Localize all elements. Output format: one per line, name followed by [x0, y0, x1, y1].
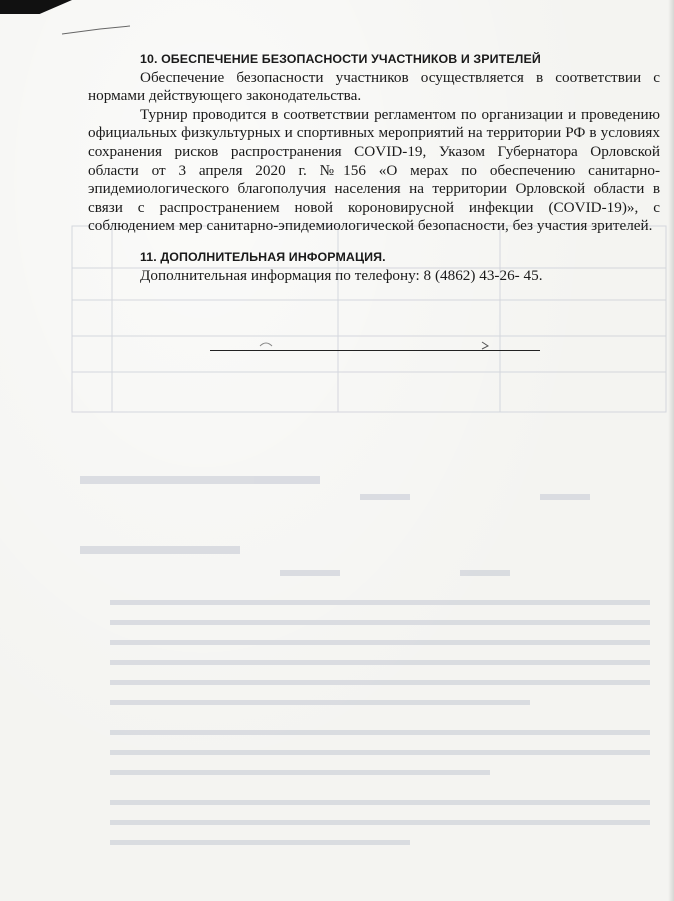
section-10-paragraph-1: Обеспечение безопасности участников осуществляется в соответствии с нормами действующего законодательства. — [88, 68, 660, 105]
section-11-paragraph-1: Дополнительная информация по телефону: 8 (4862) 43-26- 45. — [140, 266, 543, 284]
closing-line — [210, 350, 540, 351]
scan-corner-mark — [0, 0, 72, 14]
section-10-paragraph-2: Турнир проводится в соответствии регламентом по организации и проведению официальных физкультурных и спортивных мероприятий на территории РФ в условиях сохранения рисков распространения COVID-19, Указом Губернатора Орловской области от 3 апреля 2020 г. №156 «О мерах по обеспечению санитарно-эпидемиологического благополучия населения на территории Орловской области в связи с распространением новой короновирусной инфекции (COVID-19)», с соблюдением мер санитарно-эпидемиологической безопасности, без участия зрителей. — [88, 105, 660, 235]
scan-pen-mark — [60, 20, 180, 38]
scan-edge-shadow — [668, 0, 674, 901]
document-body — [88, 50, 660, 285]
section-10-heading: 10. ОБЕСПЕЧЕНИЕ БЕЗОПАСНОСТИ УЧАСТНИКОВ И ЗРИТЕЛЕЙ — [140, 52, 541, 66]
section-11-heading: 11. ДОПОЛНИТЕЛЬНАЯ ИНФОРМАЦИЯ. — [140, 249, 386, 264]
